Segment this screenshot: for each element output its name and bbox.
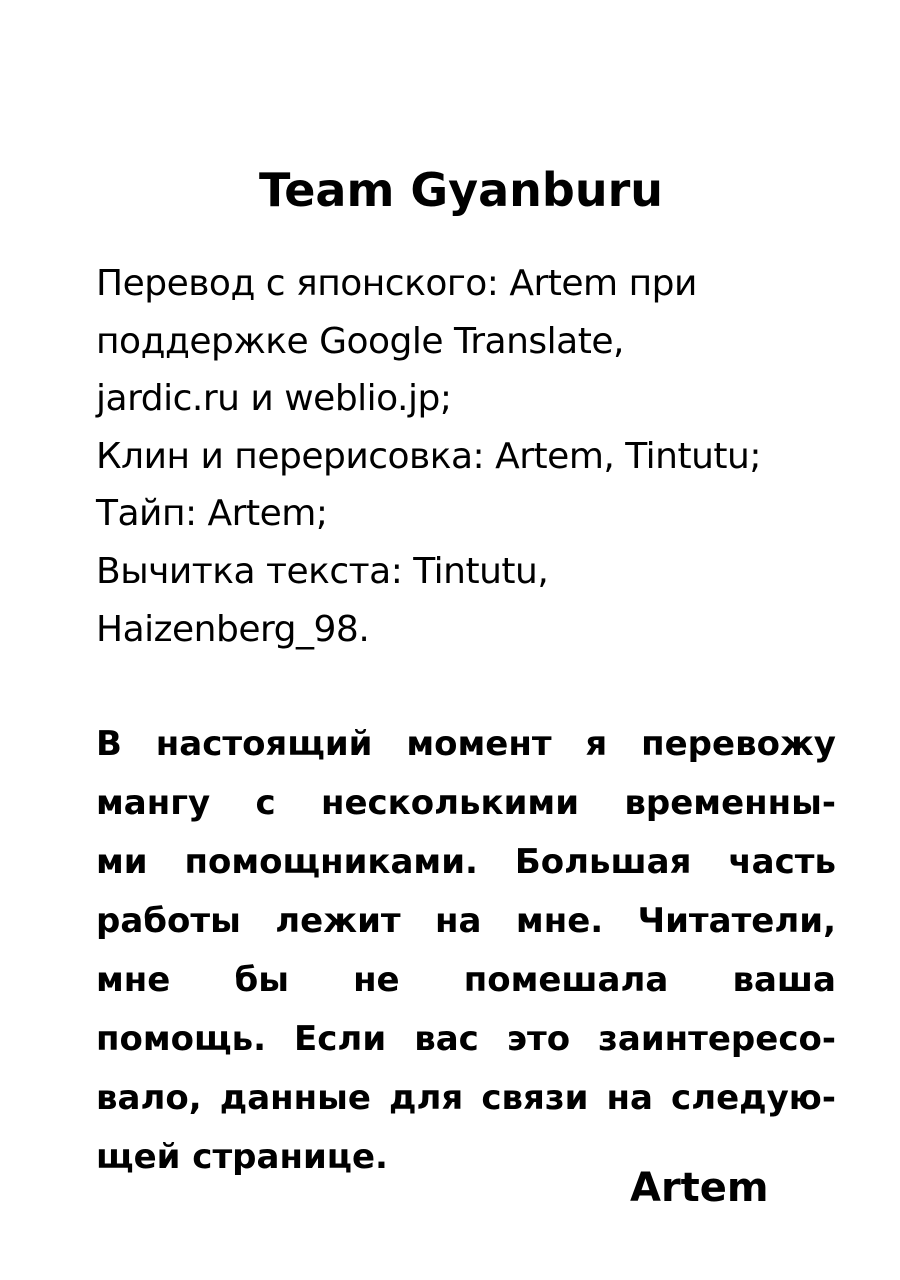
message-word: мне. bbox=[515, 901, 604, 941]
message-line bbox=[96, 892, 836, 951]
message-word: для bbox=[389, 1078, 464, 1118]
message-word: ваша bbox=[732, 960, 836, 1000]
message-line bbox=[96, 833, 836, 892]
message-word: я bbox=[585, 724, 608, 764]
message-line bbox=[96, 951, 836, 1010]
message-word: бы bbox=[234, 960, 289, 1000]
credits-block bbox=[96, 255, 876, 658]
message-word: связи bbox=[481, 1078, 589, 1118]
message-word: на bbox=[606, 1078, 653, 1118]
credit-line: поддержке Google Translate, bbox=[96, 320, 624, 362]
message-line bbox=[96, 1069, 836, 1128]
message-word: следую- bbox=[671, 1078, 836, 1118]
message-word: помешала bbox=[463, 960, 669, 1000]
message-line bbox=[96, 1010, 836, 1069]
message-word: помощниками. bbox=[184, 842, 478, 882]
message-word: ми bbox=[96, 842, 148, 882]
credit-line: Перевод с японского: Artem при bbox=[96, 263, 697, 304]
message-word: вас bbox=[414, 1019, 479, 1059]
message-word: Если bbox=[294, 1019, 387, 1059]
message-word: перевожу bbox=[641, 724, 836, 764]
message-word: на bbox=[435, 901, 482, 941]
credit-line: Клин и перерисовка: Artem, Tintutu; bbox=[96, 435, 761, 477]
signature: Artem bbox=[630, 1165, 769, 1211]
message-word: несколькими bbox=[320, 783, 580, 823]
message-word: работы bbox=[96, 901, 241, 941]
credit-line: Тайп: Artem; bbox=[96, 493, 328, 535]
credit-line: Haizenberg_98. bbox=[96, 608, 370, 650]
message-word: момент bbox=[406, 724, 552, 764]
credit-line: jardic.ru и weblio.jp; bbox=[96, 378, 452, 420]
message-word: заинтересо- bbox=[598, 1019, 836, 1059]
message-line bbox=[96, 715, 836, 774]
message-word: это bbox=[506, 1019, 571, 1059]
message-word: не bbox=[353, 960, 400, 1000]
message-word: временны- bbox=[624, 783, 836, 823]
message-word: часть bbox=[728, 842, 836, 882]
message-word: данные bbox=[219, 1078, 371, 1118]
message-word: помощь. bbox=[96, 1019, 266, 1059]
message-word: лежит bbox=[275, 901, 401, 941]
message-word: Большая bbox=[514, 842, 692, 882]
message-word: щей странице. bbox=[96, 1137, 388, 1177]
message-word: вало, bbox=[96, 1078, 202, 1118]
message-line bbox=[96, 774, 836, 833]
message-block bbox=[96, 715, 836, 1187]
message-word: В bbox=[96, 724, 122, 764]
credit-line: Вычитка текста: Tintutu, bbox=[96, 550, 549, 592]
message-word: Читатели, bbox=[637, 901, 836, 941]
page-title: Team Gyanburu bbox=[258, 163, 664, 217]
message-word: настоящий bbox=[155, 724, 373, 764]
message-word: мне bbox=[96, 960, 171, 1000]
message-word: с bbox=[255, 783, 276, 823]
message-word: мангу bbox=[96, 783, 211, 823]
